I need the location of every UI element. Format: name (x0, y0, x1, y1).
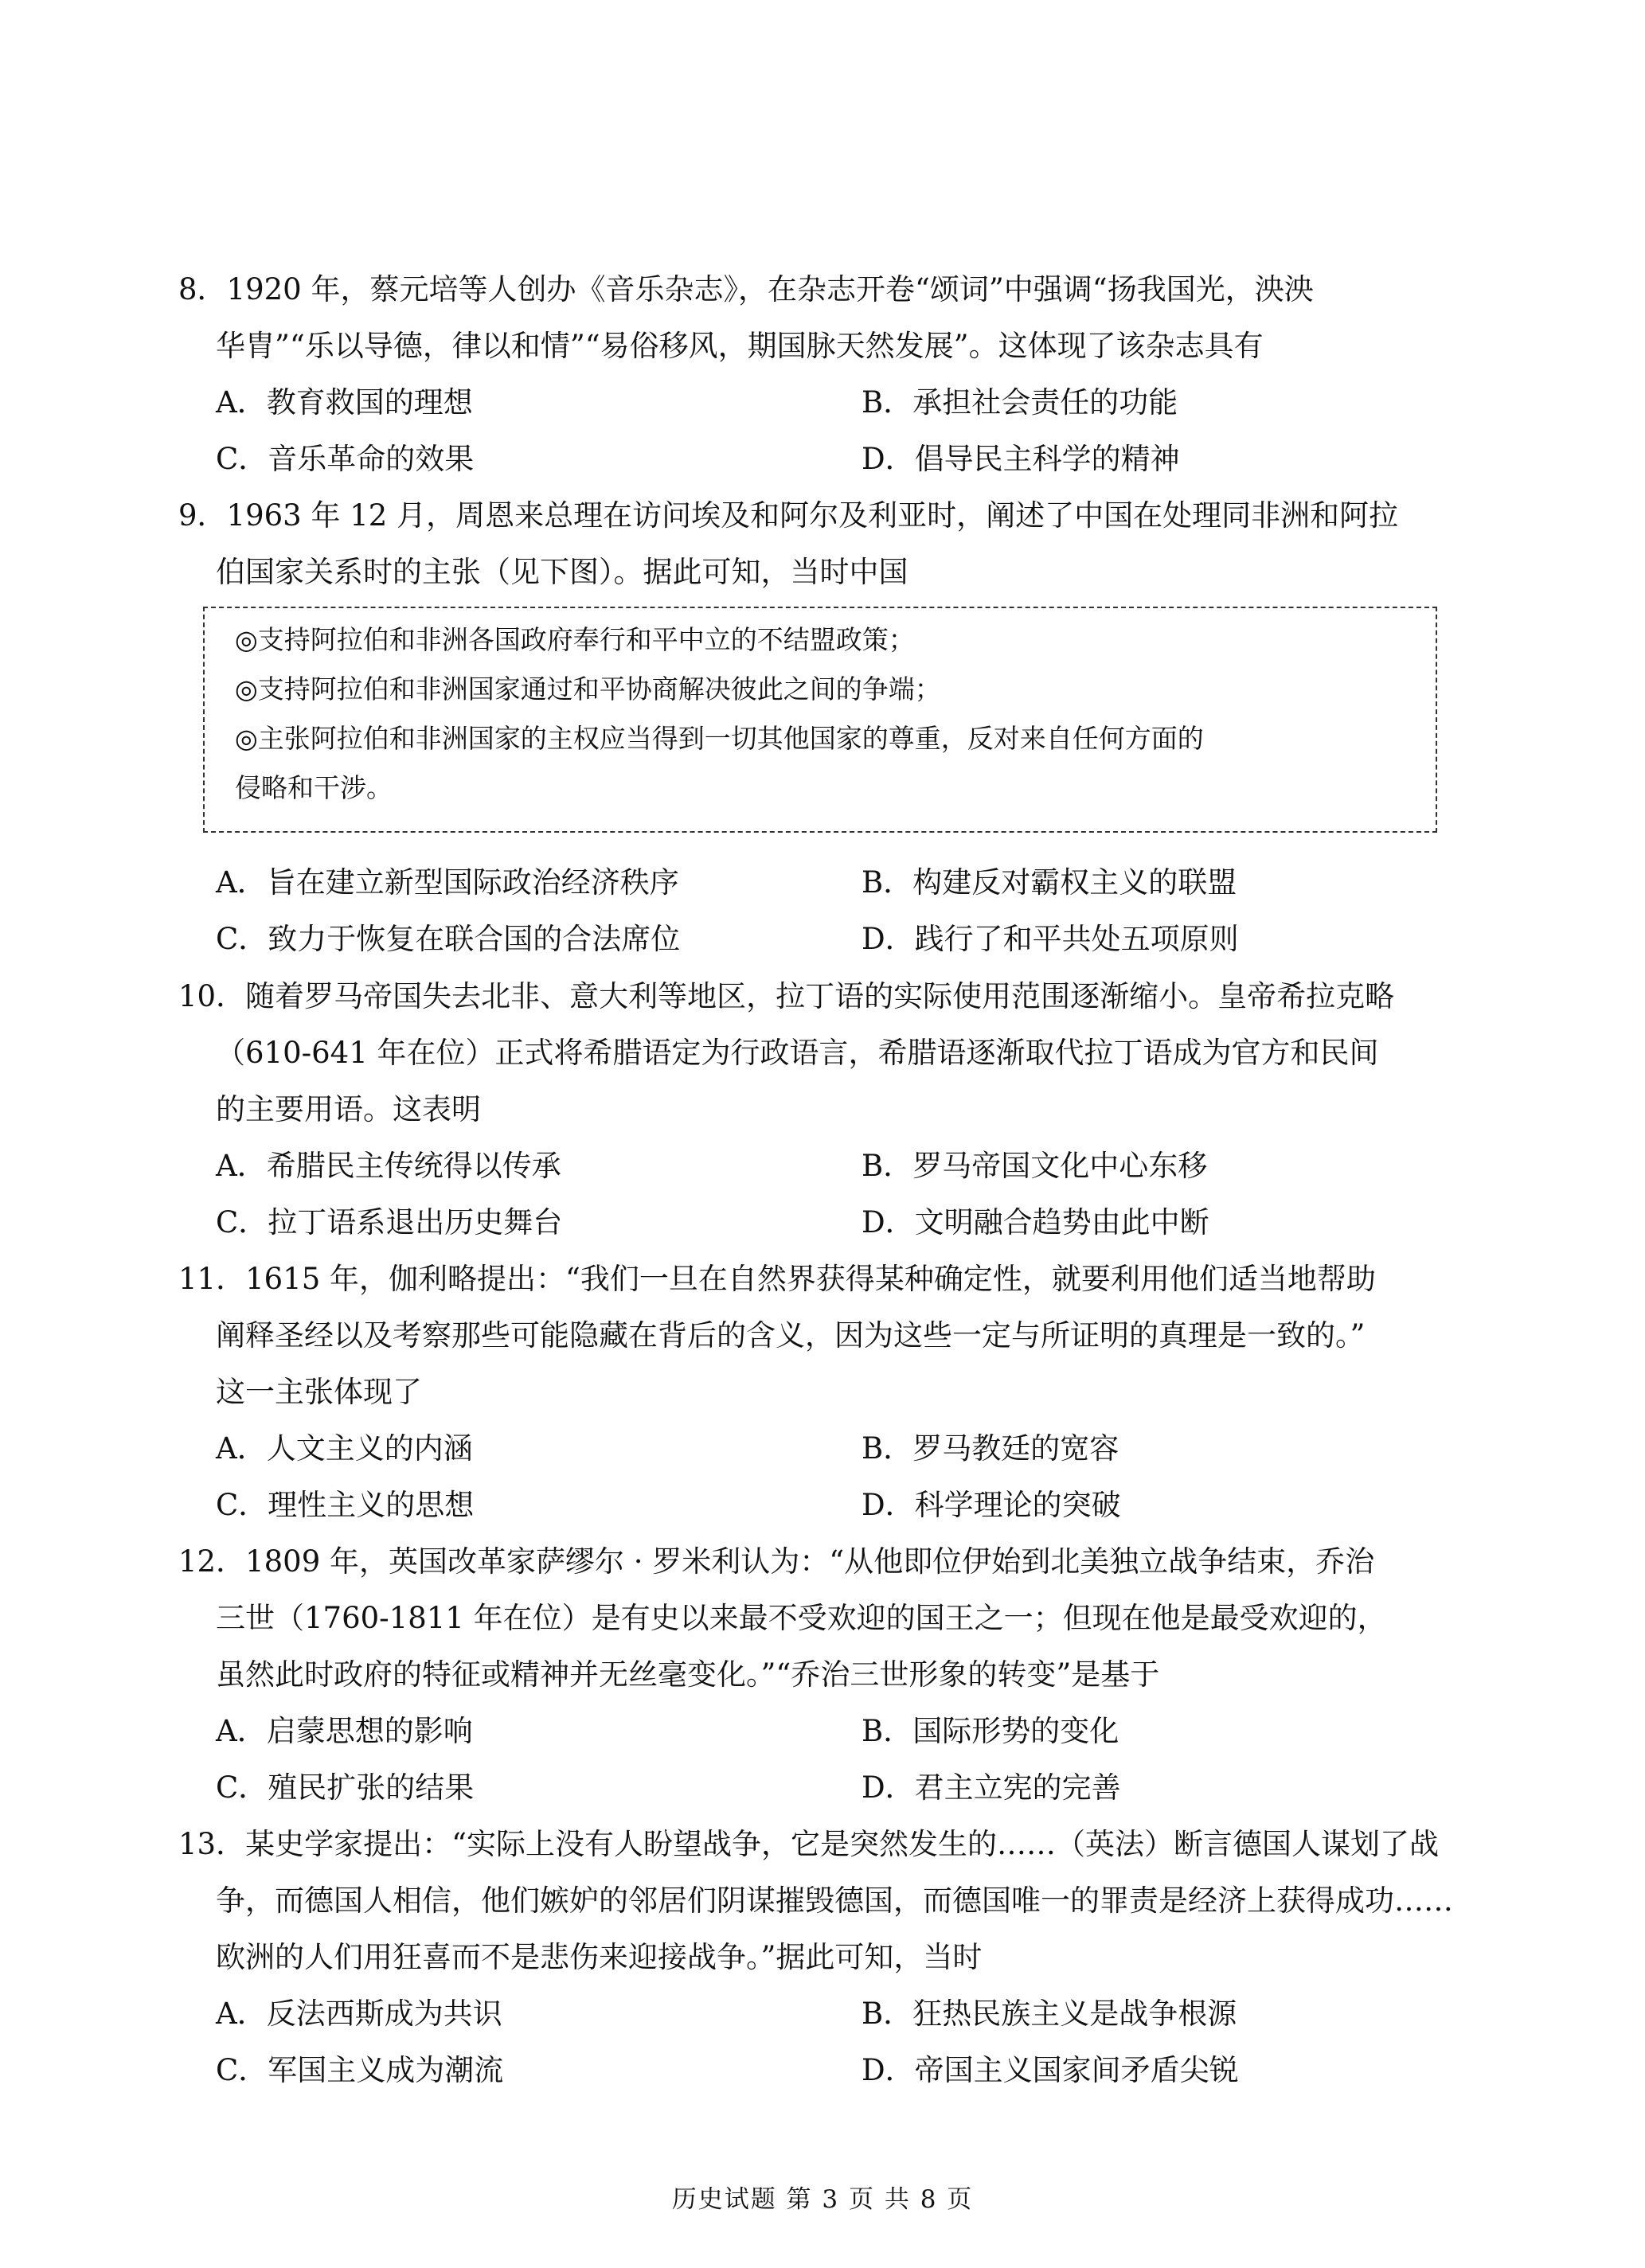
question-13-stem-line-3: 欧洲的人们用狂喜而不是悲伤来迎接战争。”据此可知，当时 (216, 1940, 983, 1974)
question-8-option-a[interactable]: A．教育救国的理想 (216, 385, 473, 420)
question-13-stem-line-1: 13．某史学家提出：“实际上没有人盼望战争，它是突然发生的……（英法）断言德国人谋划了战 (178, 1827, 1439, 1861)
question-11-option-d[interactable]: D．科学理论的突破 (862, 1488, 1121, 1522)
question-8-option-b[interactable]: B．承担社会责任的功能 (862, 385, 1178, 420)
question-12-stem-line-1: 12．1809 年，英国改革家萨缪尔 · 罗米利认为：“从他即位伊始到北美独立战争结束，乔治 (178, 1544, 1375, 1579)
question-8-stem-line-2: 华胄”“乐以导德，律以和情”“易俗移风，期国脉天然发展”。这体现了该杂志具有 (216, 329, 1264, 363)
question-13-stem-line-2: 争，而德国人相信，他们嫉妒的邻居们阴谋摧毁德国，而德国唯一的罪责是经济上获得成功…… (216, 1883, 1453, 1918)
question-8-option-d[interactable]: D．倡导民主科学的精神 (862, 442, 1180, 476)
question-12-stem-line-2: 三世（1760-1811 年在位）是有史以来最不受欢迎的国王之一；但现在他是最受欢迎的， (216, 1601, 1387, 1635)
question-13-option-c[interactable]: C．军国主义成为潮流 (216, 2053, 504, 2087)
question-11-option-c[interactable]: C．理性主义的思想 (216, 1488, 475, 1522)
question-13-option-d[interactable]: D．帝国主义国家间矛盾尖锐 (862, 2053, 1239, 2087)
question-11-stem-line-1: 11．1615 年，伽利略提出：“我们一旦在自然界获得某种确定性，就要利用他们适当地帮助 (178, 1262, 1376, 1296)
question-9-option-d[interactable]: D．践行了和平共处五项原则 (862, 922, 1239, 956)
question-12-option-c[interactable]: C．殖民扩张的结果 (216, 1770, 475, 1805)
question-10-option-a[interactable]: A．希腊民主传统得以传承 (216, 1149, 561, 1183)
question-8-option-c[interactable]: C．音乐革命的效果 (216, 442, 475, 476)
question-9-stem-line-2: 伯国家关系时的主张（见下图）。据此可知，当时中国 (216, 555, 908, 589)
quote-box-line-2: ◎支持阿拉伯和非洲国家通过和平协商解决彼此之间的争端； (235, 673, 941, 705)
question-12-option-b[interactable]: B．国际形势的变化 (862, 1714, 1119, 1748)
question-10-option-c[interactable]: C．拉丁语系退出历史舞台 (216, 1205, 563, 1239)
question-12-stem-line-3: 虽然此时政府的特征或精神并无丝毫变化。”“乔治三世形象的转变”是基于 (216, 1657, 1160, 1692)
question-10-option-b[interactable]: B．罗马帝国文化中心东移 (862, 1149, 1208, 1183)
question-8-stem-line-1: 8．1920 年，蔡元培等人创办《音乐杂志》，在杂志开卷“颂词”中强调“扬我国光，泱泱 (178, 272, 1314, 306)
question-10-stem-line-2: （610-641 年在位）正式将希腊语定为行政语言，希腊语逐渐取代拉丁语成为官方和民间 (216, 1036, 1379, 1070)
question-13-option-b[interactable]: B．狂热民族主义是战争根源 (862, 1997, 1237, 2031)
question-13-option-a[interactable]: A．反法西斯成为共识 (216, 1997, 502, 2031)
question-10-stem-line-1: 10．随着罗马帝国失去北非、意大利等地区，拉丁语的实际使用范围逐渐缩小。皇帝希拉克略 (178, 979, 1395, 1013)
question-9-stem-line-1: 9．1963 年 12 月，周恩来总理在访问埃及和阿尔及利亚时，阐述了中国在处理同非洲和阿拉 (178, 498, 1399, 533)
question-12-option-d[interactable]: D．君主立宪的完善 (862, 1770, 1121, 1805)
question-12-option-a[interactable]: A．启蒙思想的影响 (216, 1714, 473, 1748)
question-9-quote-box (203, 607, 1437, 833)
question-10-stem-line-3: 的主要用语。这表明 (216, 1092, 481, 1126)
page-footer: 历史试题 第 3 页 共 8 页 (671, 2185, 974, 2214)
question-11-stem-line-3: 这一主张体现了 (216, 1375, 422, 1409)
quote-box-line-4: 侵略和干涉。 (235, 772, 393, 803)
question-9-option-b[interactable]: B．构建反对霸权主义的联盟 (862, 865, 1237, 900)
question-11-stem-line-2: 阐释圣经以及考察那些可能隐藏在背后的含义，因为这些一定与所证明的真理是一致的。” (216, 1318, 1366, 1353)
quote-box-line-1: ◎支持阿拉伯和非洲各国政府奉行和平中立的不结盟政策； (235, 624, 915, 655)
question-9-option-c[interactable]: C．致力于恢复在联合国的合法席位 (216, 922, 681, 956)
question-9-option-a[interactable]: A．旨在建立新型国际政治经济秩序 (216, 865, 679, 900)
quote-box-line-3: ◎主张阿拉伯和非洲国家的主权应当得到一切其他国家的尊重，反对来自任何方面的 (235, 723, 1204, 754)
question-10-option-d[interactable]: D．文明融合趋势由此中断 (862, 1205, 1209, 1239)
question-11-option-b[interactable]: B．罗马教廷的宽容 (862, 1431, 1119, 1466)
question-11-option-a[interactable]: A．人文主义的内涵 (216, 1431, 473, 1466)
